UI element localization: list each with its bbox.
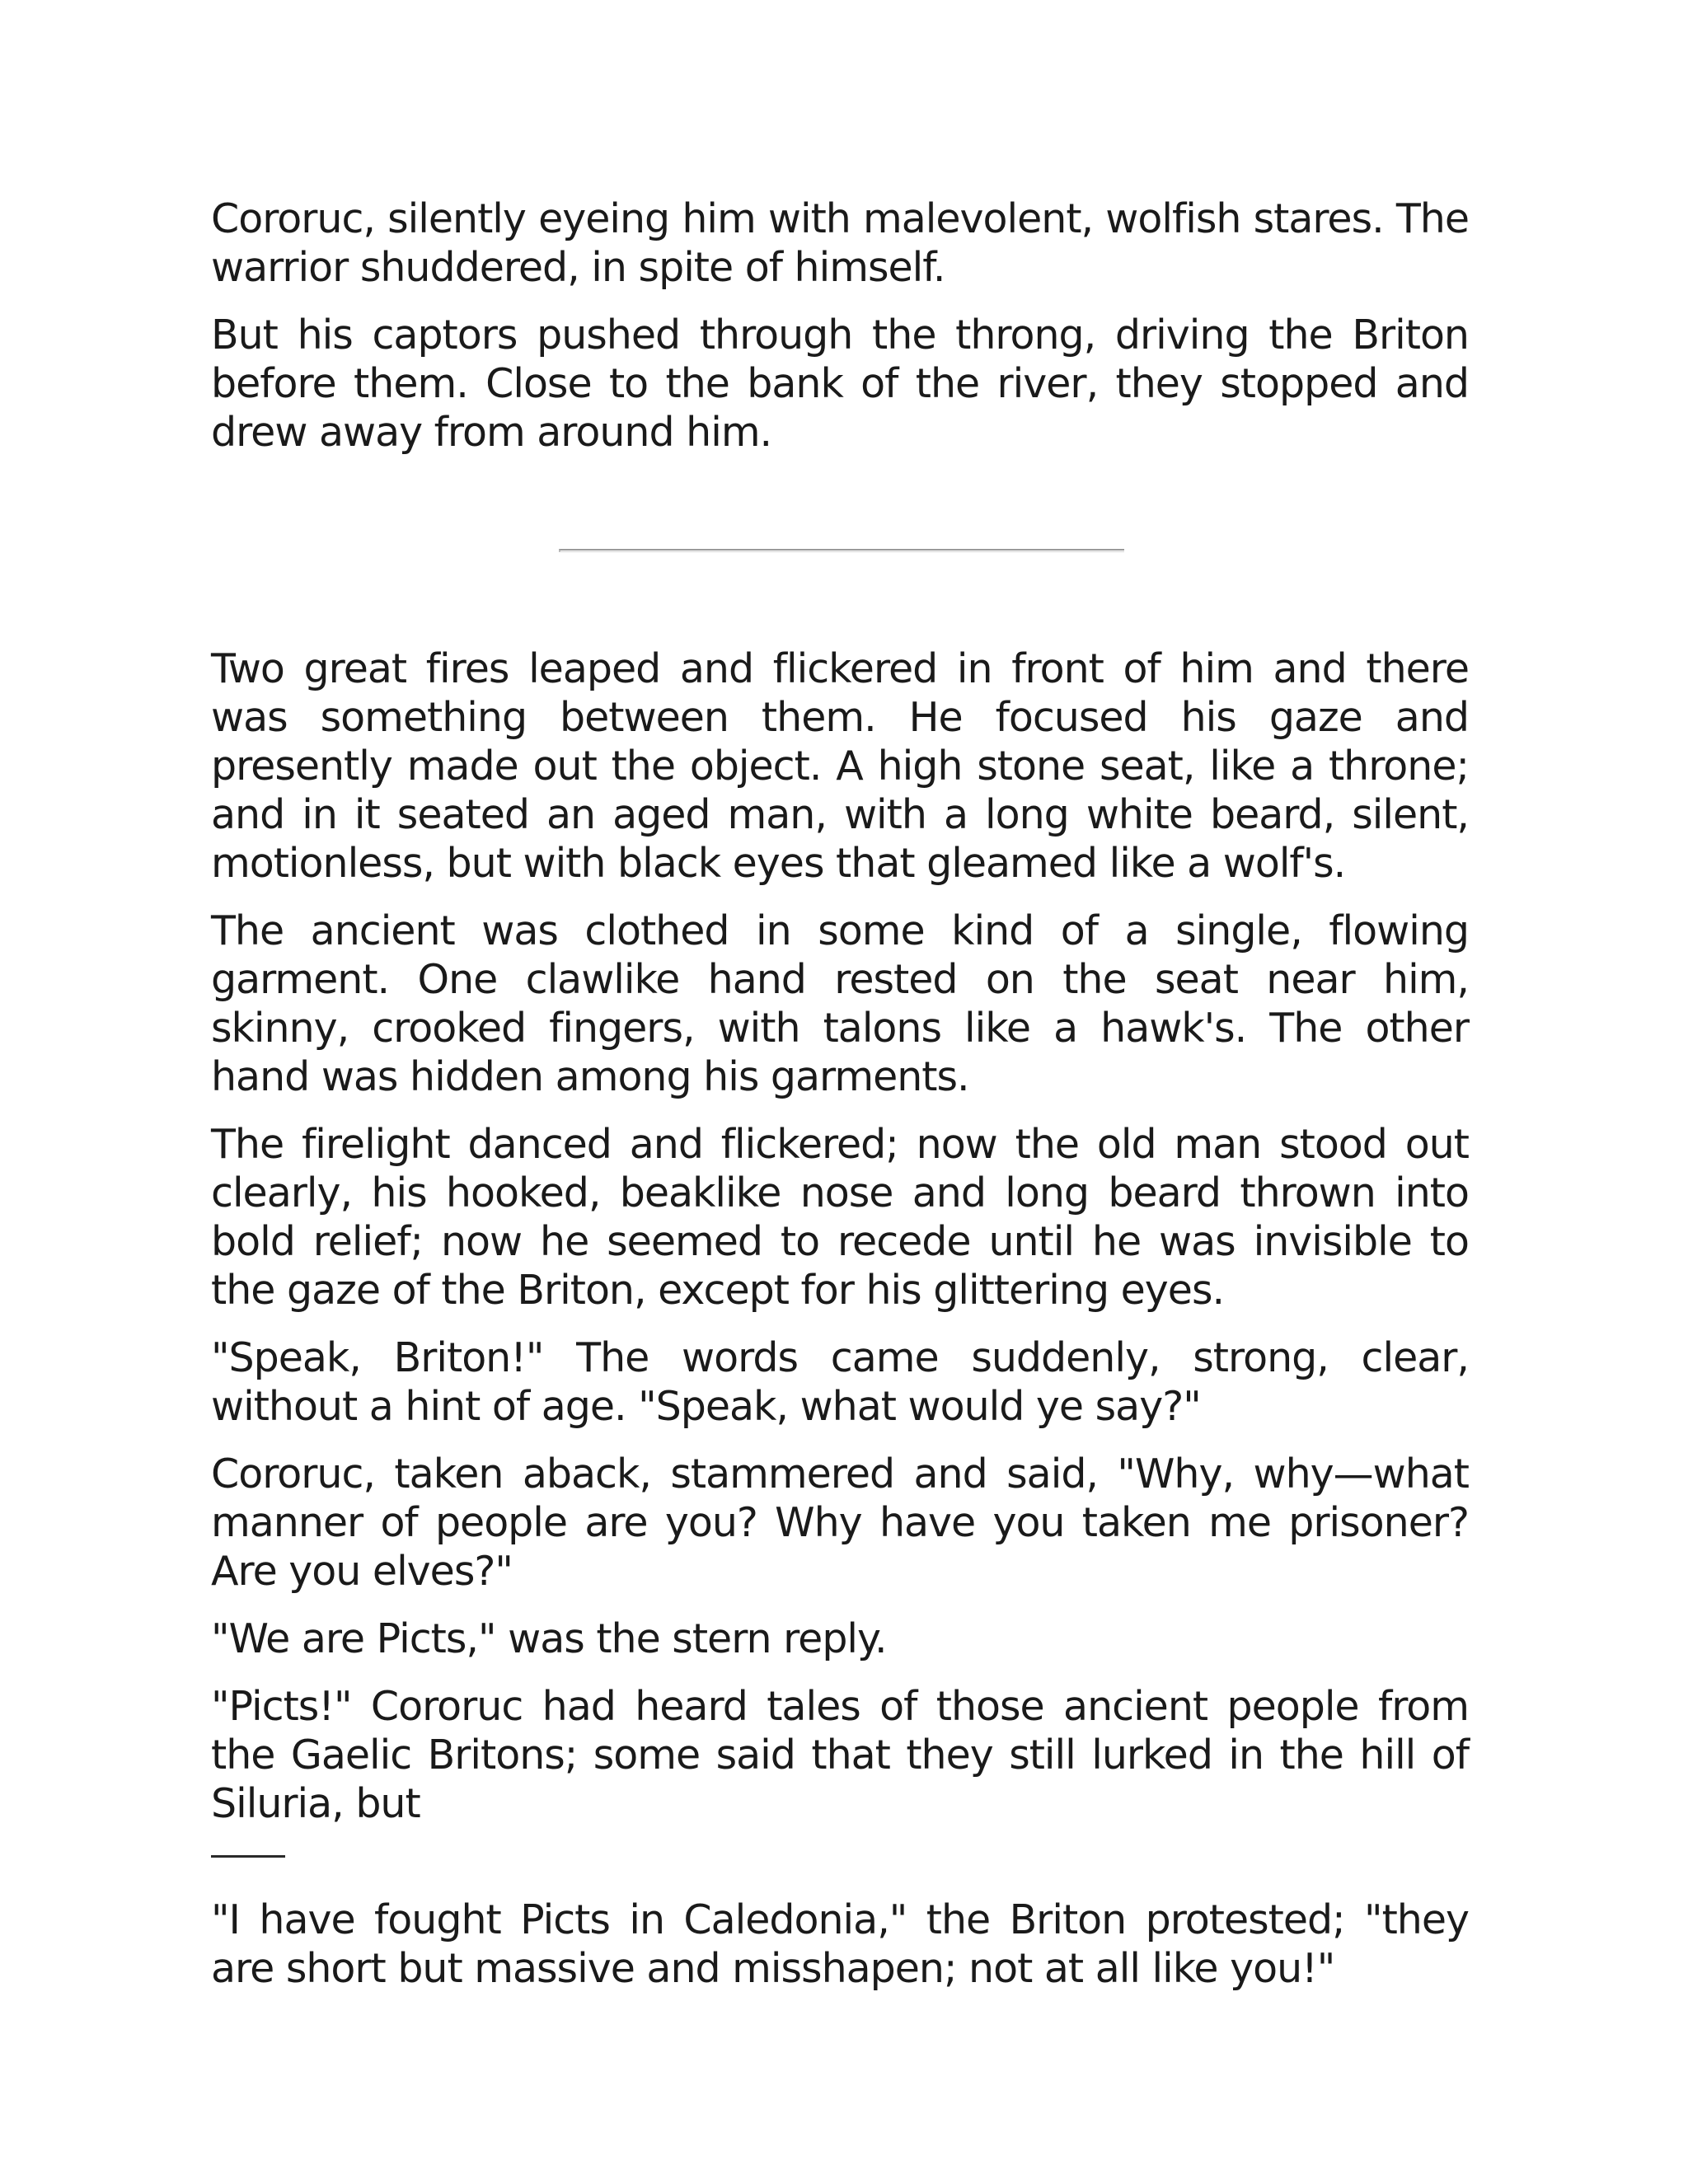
paragraph: "We are Picts," was the stern reply.	[211, 1615, 887, 1662]
paragraph: Cororuc, taken aback, stammered and said, "Why, why—what manner of people are you? Why have you taken me prisoner? Are you elves?"	[211, 1451, 1469, 1595]
paragraph: But his captors pushed through the throng, driving the Briton before them. Close to the bank of the river, they stopped and drew away from around him.	[211, 312, 1469, 456]
document-page	[211, 194, 1469, 2012]
paragraph: Cororuc, silently eyeing him with malevolent, wolfish stares. The warrior shuddered, in spite of himself.	[211, 195, 1469, 291]
paragraph: "Speak, Briton!" The words came suddenly, strong, clear, without a hint of age. "Speak, what would ye say?"	[211, 1334, 1469, 1430]
paragraph: The ancient was clothed in some kind of a single, flowing garment. One clawlike hand rested on the seat near him, skinny, crooked fingers, with talons like a hawk's. The other hand was hidden among his garments.	[211, 907, 1469, 1100]
paragraph: Two great fires leaped and flickered in front of him and there was something between them. He focused his gaze and presently made out the object. A high stone seat, like a throne; and in it seated an aged man, with a long white beard, silent, motionless, but with black eyes that gleamed like a wolf's.	[211, 645, 1469, 887]
paragraph: The firelight danced and flickered; now the old man stood out clearly, his hooked, beaklike nose and long beard thrown into bold relief; now he seemed to recede until he was invisible to the gaze of the Briton, except for his glittering eyes.	[211, 1121, 1469, 1314]
scene-break-divider	[559, 549, 1124, 552]
interruption-dash	[211, 1828, 1469, 1877]
paragraph: "I have fought Picts in Caledonia," the Briton protested; "they are short but massive and misshapen; not at all like you!"	[211, 1896, 1469, 1992]
em-dash-rule	[211, 1855, 285, 1858]
paragraph: "Picts!" Cororuc had heard tales of those ancient people from the Gaelic Britons; some said that they still lurked in the hill of Siluria, but	[211, 1683, 1469, 1827]
